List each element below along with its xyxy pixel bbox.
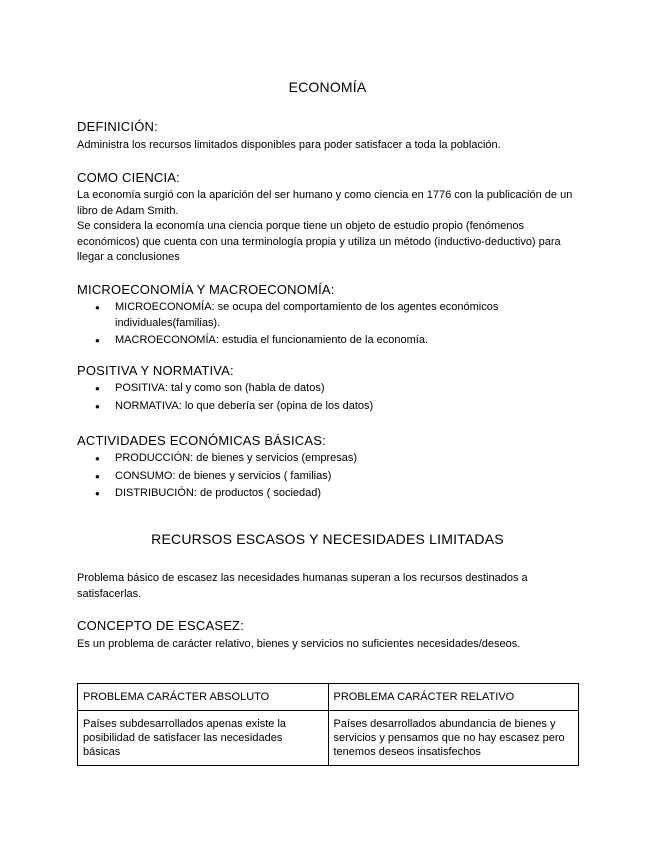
- definicion-heading: DEFINICIÓN:: [77, 119, 158, 134]
- recursos-text: Problema básico de escasez las necesidades humanas superan a los recursos destinados a satisfacerlas.: [77, 572, 528, 600]
- escasez-text: Es un problema de carácter relativo, bienes y servicios no suficientes necesidades/deseos.: [77, 638, 521, 650]
- list-item: ● POSITIVA: tal y como son (habla de datos): [95, 381, 575, 397]
- micro-macro-heading: MICROECONOMÍA Y MACROECONOMÍA:: [77, 282, 335, 297]
- table-cell: Países subdesarrollados apenas existe la posibilidad de satisfacer las necesidades básicas: [78, 711, 329, 766]
- ciencia-paragraph-1: La economía surgió con la aparición del ser humano y como ciencia en 1776 con la publicación de un libro de Adam Smith.: [77, 189, 573, 217]
- page-title: ECONOMÍA: [288, 79, 367, 95]
- list-item: ● MICROECONOMÍA: se ocupa del comportamiento de los agentes económicos individuales(familias).: [95, 300, 575, 331]
- definicion-text: Administra los recursos limitados disponibles para poder satisfacer a toda la población.: [77, 139, 501, 151]
- actividades-list: [95, 451, 575, 504]
- escasez-heading: CONCEPTO DE ESCASEZ:: [77, 618, 245, 633]
- positiva-heading: POSITIVA Y NORMATIVA:: [77, 363, 234, 378]
- list-item: ● CONSUMO: de bienes y servicios ( familias): [95, 469, 575, 485]
- ciencia-paragraph-2: Se considera la economía una ciencia porque tiene un objeto de estudio propio (fenómenos económicos) que cuenta con una terminología propia y utiliza un método (inductivo-deductivo) para llegar a conclusiones: [77, 220, 561, 263]
- actividades-heading: ACTIVIDADES ECONÓMICAS BÁSICAS:: [77, 433, 326, 448]
- positiva-list: [95, 381, 575, 416]
- problem-table: [77, 683, 579, 766]
- list-item: ● DISTRIBUCIÓN: de productos ( sociedad): [95, 486, 575, 502]
- ciencia-heading: COMO CIENCIA:: [77, 170, 180, 185]
- recursos-title: RECURSOS ESCASOS Y NECESIDADES LIMITADAS: [151, 531, 504, 547]
- table-row: [78, 711, 579, 766]
- list-item: ● PRODUCCIÓN: de bienes y servicios (empresas): [95, 451, 575, 467]
- list-item: ● MACROECONOMÍA: estudia el funcionamiento de la economía.: [95, 333, 575, 349]
- table-header-row: [78, 684, 579, 711]
- table-cell: Países desarrollados abundancia de bienes y servicios y pensamos que no hay escasez pero tenemos deseos insatisfechos: [328, 711, 579, 766]
- list-item: ● NORMATIVA: lo que debería ser (opina de los datos): [95, 399, 575, 415]
- micro-macro-list: [95, 300, 575, 351]
- table-header-cell: PROBLEMA CARÁCTER ABSOLUTO: [78, 684, 329, 711]
- table-header-cell: PROBLEMA CARÁCTER RELATIVO: [328, 684, 579, 711]
